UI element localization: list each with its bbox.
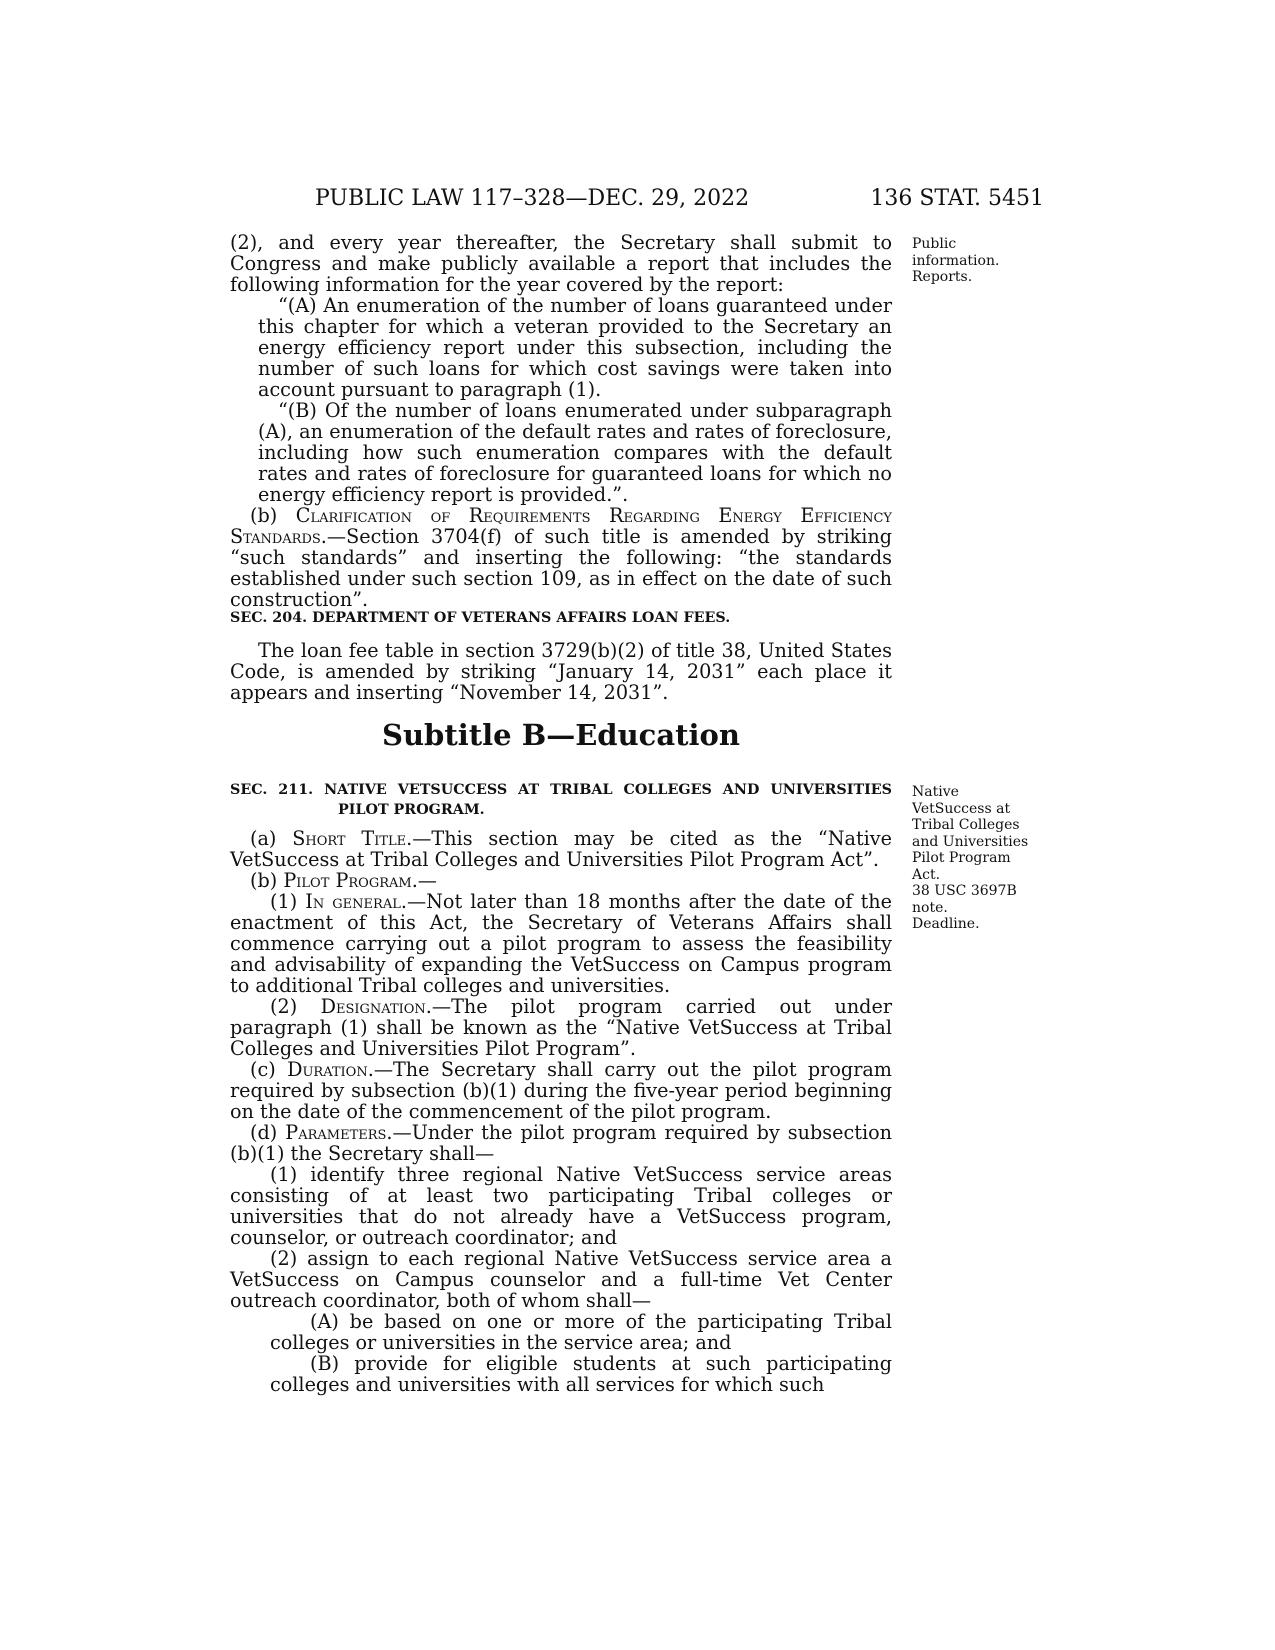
subsection-heading: Pilot Program. [283,869,418,892]
section-211 [230,780,892,1395]
margin-note-line: Deadline. [912,916,980,932]
margin-note-native-vetsuccess [912,784,1042,933]
label: (b) [250,504,296,527]
margin-note-line: note. [912,899,948,916]
margin-note-line: information. [912,252,1000,269]
subsection-heading: Clarification of Requirements Regarding Energy Efficiency Standards. [230,504,892,548]
subsection-heading: Parameters. [285,1121,393,1144]
margin-note-line: Act. [912,866,941,883]
subparagraph-dB: (B) provide for eligible students at such participating colleges and universities with all services for which such [270,1352,892,1396]
paragraph-heading: Designation. [320,995,432,1018]
section-heading: SEC. 211. NATIVE VETSUCCESS AT TRIBAL COLLEGES AND UNIVERSITIES PILOT PROGRAM. [230,782,892,818]
subsection-text: —Section 3704(f) of such title is amended by striking “such standards” and inserting the following: “the standards established under such section 109, as in effect on the date of such construction”. [230,525,892,611]
subsection-text: —The Secretary shall carry out the pilot program required by subsection (b)(1) during the five-year period beginning on the date of the commencement of the pilot program. [230,1058,892,1123]
subsection-text: —Under the pilot program required by subsection (b)(1) the Secretary shall— [230,1121,893,1165]
paragraph-text: —Not later than 18 months after the date of the enactment of this Act, the Secretary of Veterans Affairs shall commence carrying out a pilot program to assess the feasibility and advisability of expanding the VetSuccess on Campus program to additional Tribal colleges and universities. [230,890,893,997]
subsection-b [230,870,892,891]
label: (c) [250,1058,288,1081]
paragraph-d2: (2) assign to each regional Native VetSuccess service area a VetSuccess on Campus counselor and a full-time Vet Center outreach coordinator, both of whom shall— [230,1247,892,1312]
paragraph-A: “(A) An enumeration of the number of loans guaranteed under this chapter for which a veteran provided to the Secretary an energy efficiency report under this subsection, including the number of such loans for which cost savings were taken into account pursuant to paragraph (1). [258,294,892,401]
margin-note-line: Native [912,784,959,800]
margin-note-line: 38 USC 3697B [912,883,1017,899]
label: (2) [270,995,321,1018]
subsection-d [230,1122,892,1164]
margin-note-line: VetSuccess at [912,800,1011,817]
subsection-text: —This section may be cited as the “Native VetSuccess at Tribal Colleges and Universities Pilot Program Act”. [230,827,892,871]
label: (a) [250,827,293,850]
margin-note-line: Pilot Program [912,850,1011,866]
subsection-b [230,505,892,610]
section-204 [230,608,892,703]
margin-note-line: Tribal Colleges [912,817,1020,833]
label: (b) [250,869,284,892]
header-stat-page: 136 STAT. 5451 [870,186,1044,211]
margin-note-line: Reports. [912,269,973,285]
subparagraph-dA: (A) be based on one or more of the participating Tribal colleges or universities in the service area; and [270,1310,892,1354]
subsection-text: — [417,869,437,892]
label: (1) [270,890,306,913]
section-text: The loan fee table in section 3729(b)(2) of title 38, United States Code, is amended by striking “January 14, 2031” each place it appears and inserting “November 14, 2031”. [230,639,892,704]
subsection-heading: Short Title. [292,827,413,850]
section-heading: SEC. 204. DEPARTMENT OF VETERANS AFFAIRS LOAN FEES. [230,610,731,626]
paragraph-b1 [230,891,892,996]
subsection-heading: Duration. [287,1058,374,1081]
subtitle-heading: Subtitle B—Education [382,718,740,752]
paragraph-heading: In general. [305,890,407,913]
margin-note-public-information [912,236,1042,286]
paragraph-B: “(B) Of the number of loans enumerated under subparagraph (A), an enumeration of the default rates and rates of foreclosure, including how such enumeration compares with the default rates and rates of foreclosure for guaranteed loans for which no energy efficiency report is provided.”. [258,399,892,506]
paragraph-d1: (1) identify three regional Native VetSuccess service areas consisting of at least two participating Tribal colleges or universities that do not already have a VetSuccess program, counselor, or outreach coordinator; and [230,1163,892,1249]
top-body-text [230,232,892,610]
margin-note-line: and Universities [912,833,1029,850]
paragraph-b2 [230,996,892,1059]
header-title: PUBLIC LAW 117–328—DEC. 29, 2022 [315,186,750,211]
paragraph: (2), and every year thereafter, the Secretary shall submit to Congress and make publicly available a report that includes the following information for the year covered by the report: [230,231,892,296]
subsection-c [230,1059,892,1122]
label: (d) [250,1121,286,1144]
margin-note-line: Public [912,236,957,252]
subsection-a [230,828,892,870]
paragraph-text: —The pilot program carried out under paragraph (1) shall be known as the “Native VetSuccess at Tribal Colleges and Universities Pilot Program”. [230,995,892,1060]
running-header [0,186,1275,216]
